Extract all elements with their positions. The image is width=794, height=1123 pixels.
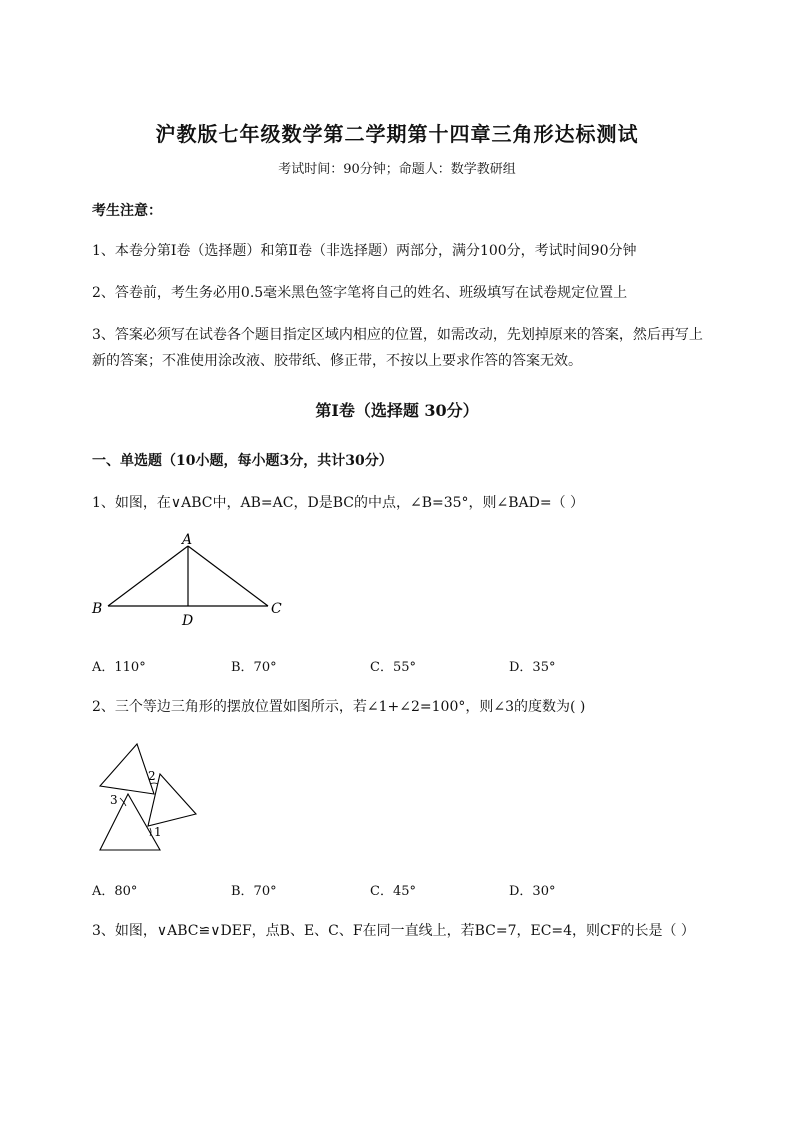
label-c: C: [271, 601, 282, 617]
label-angle-1: 1: [154, 825, 162, 839]
segment-ac: [188, 546, 268, 606]
triangle-top: [100, 744, 154, 794]
question-1-figure: [88, 530, 298, 630]
page-subtitle: 考试时间：90分钟；命题人：数学教研组: [278, 162, 516, 177]
notice-heading: 考生注意：: [92, 203, 162, 219]
q2-option-a[interactable]: A．80°: [92, 884, 138, 899]
label-a: A: [182, 532, 193, 548]
angle-2-arc: [150, 783, 158, 784]
segment-ab: [108, 546, 188, 606]
question-1-stem: 1、如图，在∨ABC中，AB=AC，D是BC的中点，∠B=35°，则∠BAD=（ ）: [92, 495, 585, 511]
page-title: 沪教版七年级数学第二学期第十四章三角形达标测试: [155, 122, 639, 146]
q2-option-c[interactable]: C．45°: [370, 884, 416, 899]
notice-item-2: 2、答卷前，考生务必用0.5毫米黑色签字笔将自己的姓名、班级填写在试卷规定位置上: [92, 285, 628, 301]
label-b: B: [92, 601, 103, 617]
q1-option-a[interactable]: A．110°: [92, 660, 146, 675]
q2-option-b[interactable]: B．70°: [231, 884, 277, 899]
question-3-stem: 3、如图，∨ABC≌∨DEF，点B、E、C、F在同一直线上，若BC=7，EC=4，则CF的长是（ ）: [92, 923, 695, 939]
q1-option-c[interactable]: C．55°: [370, 660, 416, 675]
triangle-bottom: [100, 794, 160, 850]
question-2-figure: [92, 738, 212, 858]
part-heading: 一、单选题（10小题，每小题3分，共计30分）: [92, 453, 393, 469]
q1-option-d[interactable]: D．35°: [509, 660, 556, 675]
question-2-stem: 2、三个等边三角形的摆放位置如图所示，若∠1+∠2=100°，则∠3的度数为( ): [92, 699, 586, 715]
label-d: D: [182, 613, 194, 629]
label-angle-2: 2: [148, 769, 156, 783]
q1-option-b[interactable]: B．70°: [231, 660, 277, 675]
label-angle-3: 3: [110, 793, 118, 807]
notice-item-1: 1、本卷分第I卷（选择题）和第Ⅱ卷（非选择题）两部分，满分100分，考试时间90分钟: [92, 243, 637, 259]
section-title: 第I卷（选择题 30分）: [315, 401, 479, 420]
notice-item-3: 3、答案必须写在试卷各个题目指定区域内相应的位置，如需改动，先划掉原来的答案，然后再写上新的答案；不准使用涂改液、胶带纸、修正带，不按以上要求作答的答案无效。: [92, 327, 703, 369]
q2-option-d[interactable]: D．30°: [509, 884, 556, 899]
